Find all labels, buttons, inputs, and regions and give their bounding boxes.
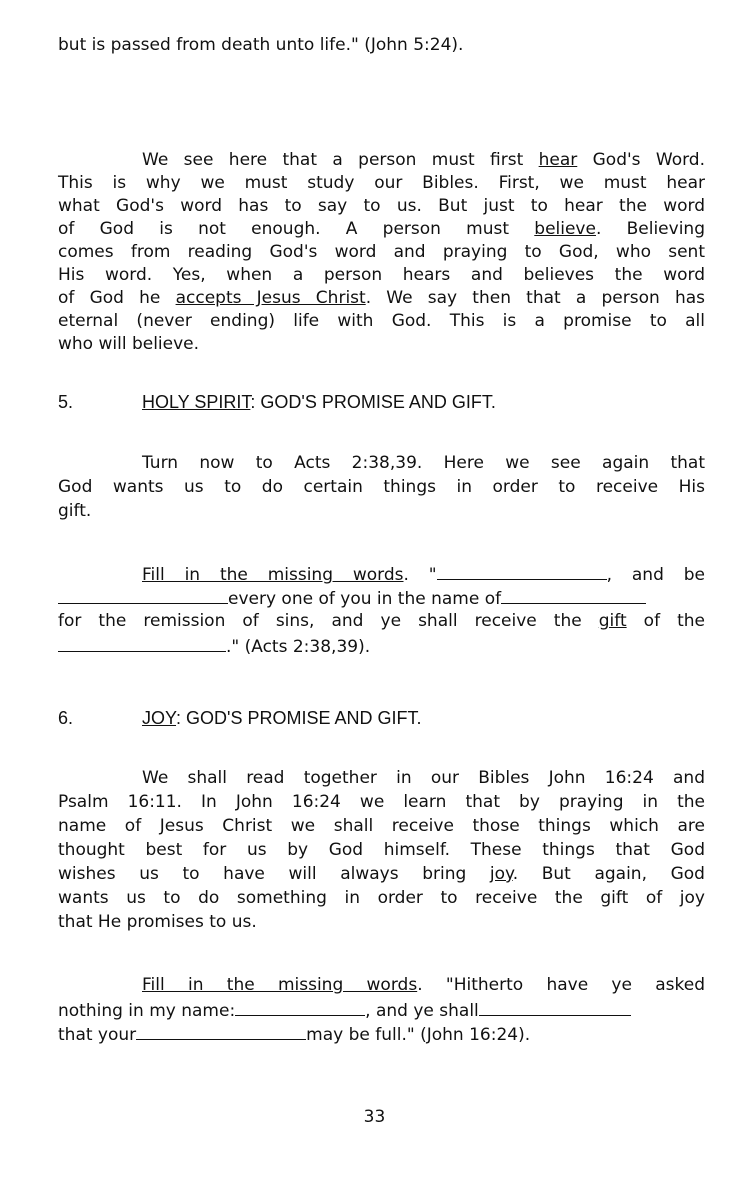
text-line: who will believe. [58, 334, 200, 354]
blank-field[interactable] [58, 633, 226, 652]
underlined-word: believe [534, 219, 596, 239]
blank-field[interactable] [235, 997, 365, 1016]
underlined-word: hear [538, 150, 578, 170]
text: may be full." (John 16:24). [306, 1025, 531, 1045]
text-line: God wants us to do certain things in order to receive His [58, 477, 705, 497]
text-line: comes from reading God's word and praying to God, who sent [58, 242, 705, 262]
text: . " [403, 565, 437, 585]
underlined-word: accepts Jesus Christ [175, 288, 366, 308]
text: that your [58, 1025, 137, 1045]
text: ." (Acts 2:38,39). [226, 637, 371, 657]
section-number: 5. [58, 392, 74, 412]
text-line: wants us to do something in order to receive the gift of joy [58, 888, 705, 908]
text-line: gift. [58, 501, 92, 521]
text-line: Turn now to Acts 2:38,39. Here we see again that [142, 453, 705, 473]
text: of God is not enough. A person must [58, 219, 535, 239]
blank-field[interactable] [58, 585, 228, 604]
text: wishes us to have will always bring [58, 864, 490, 884]
underlined-word: gift [598, 611, 627, 631]
fill-in-label: Fill in the missing words [142, 975, 418, 995]
text: . "Hitherto have ye asked [417, 975, 706, 995]
text-line: name of Jesus Christ we shall receive those things which are [58, 816, 705, 836]
blank-field[interactable] [136, 1021, 306, 1040]
text-line: His word. Yes, when a person hears and believes the word [58, 265, 705, 285]
text-line: Psalm 16:11. In John 16:24 we learn that by praying in the [58, 792, 705, 812]
text: , and ye shall [365, 1001, 479, 1021]
blank-field[interactable] [501, 585, 646, 604]
text: of the [626, 611, 706, 631]
intro-line: but is passed from death unto life." (John 5:24). [58, 35, 464, 55]
text: . We say then that a person has [365, 288, 706, 308]
text-line: eternal (never ending) life with God. This is a promise to all [58, 311, 705, 331]
text: for the remission of sins, and ye shall receive the [58, 611, 599, 631]
text: God's Word. [577, 150, 706, 170]
heading-underlined: JOY [142, 708, 177, 728]
section-number: 6. [58, 708, 74, 728]
text: . But again, God [512, 864, 705, 884]
blank-field[interactable] [479, 997, 631, 1016]
text-line: what God's word has to say to us. But just to hear the word [58, 196, 705, 216]
text: We see here that a person must first [142, 150, 539, 170]
section-6-heading [0, 706, 749, 730]
text-line: thought best for us by God himself. These things that God [58, 840, 705, 860]
text: . Believing [595, 219, 705, 239]
blank-field[interactable] [437, 561, 607, 580]
fill-in-label: Fill in the missing words [142, 565, 404, 585]
text: of God he [58, 288, 176, 308]
text-line: that He promises to us. [58, 912, 257, 932]
text-line: We shall read together in our Bibles John 16:24 and [142, 768, 705, 788]
underlined-word: joy [489, 864, 513, 884]
text: every one of you in the name of [228, 589, 502, 609]
heading-text: : GOD'S PROMISE AND GIFT. [176, 708, 422, 728]
text: , and be [606, 565, 705, 585]
heading-underlined: HOLY SPIRIT [142, 392, 251, 412]
text-line: This is why we must study our Bibles. First, we must hear [58, 173, 705, 193]
page-number: 33 [363, 1107, 386, 1127]
section-5-heading [0, 390, 749, 414]
heading-text: : GOD'S PROMISE AND GIFT. [250, 392, 496, 412]
text: nothing in my name: [58, 1001, 236, 1021]
